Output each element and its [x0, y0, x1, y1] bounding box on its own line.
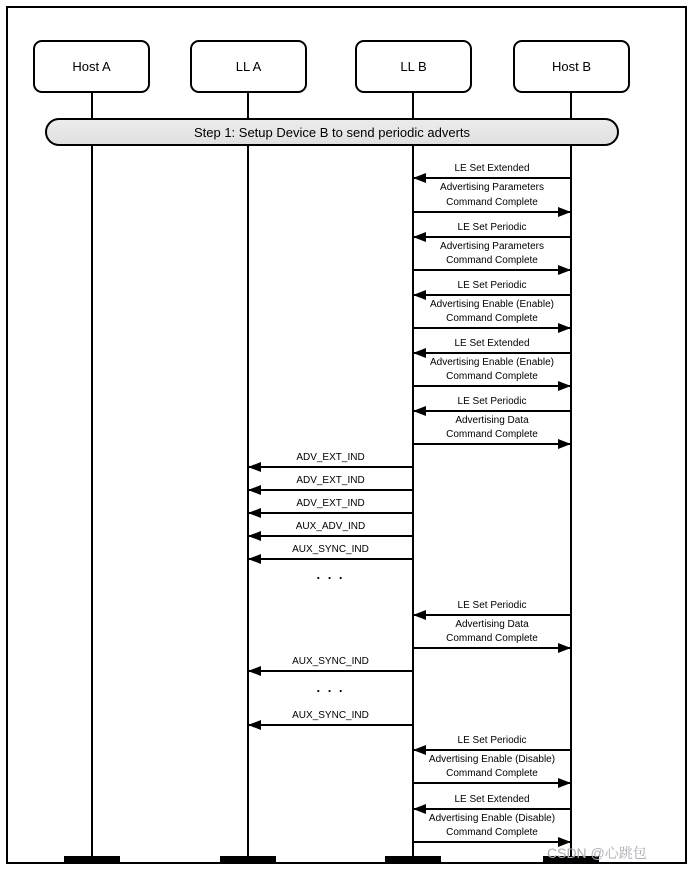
message-label: Command Complete [446, 768, 538, 779]
message-arrow-line [248, 670, 413, 672]
continuation-ellipsis: . . . [316, 680, 345, 695]
message-arrow-line [248, 512, 413, 514]
message-label: ADV_EXT_IND [296, 475, 365, 486]
actor-host-b [513, 40, 630, 93]
lifeline-end-bar-ll-a [220, 856, 276, 862]
message-label: Advertising Parameters [440, 241, 544, 252]
message-label: Advertising Enable (Enable) [430, 357, 554, 368]
lifeline-end-bar-host-a [64, 856, 120, 862]
message-arrow-line [413, 352, 571, 354]
message-arrow-line [248, 558, 413, 560]
message-label: Command Complete [446, 429, 538, 440]
message-label: ADV_EXT_IND [296, 452, 365, 463]
message-arrow-line [248, 724, 413, 726]
message-label: Advertising Enable (Disable) [428, 813, 556, 824]
watermark: CSDN @心跳包 [547, 845, 647, 861]
message-label: Command Complete [446, 633, 538, 644]
message-label: AUX_ADV_IND [295, 521, 366, 532]
message-label: Command Complete [446, 313, 538, 324]
message-arrow-line [413, 749, 571, 751]
step-banner [45, 118, 619, 146]
message-label: LE Set Periodic [457, 735, 527, 746]
message-label: LE Set Extended [454, 794, 530, 805]
message-arrow-line [413, 327, 571, 329]
actor-label-ll-b: LL B [400, 59, 427, 74]
message-label: Advertising Enable (Enable) [430, 299, 554, 310]
message-arrow-line [248, 535, 413, 537]
message-label: LE Set Periodic [457, 396, 527, 407]
message-label: LE Set Periodic [457, 222, 527, 233]
actor-label-host-a: Host A [72, 59, 111, 74]
actor-ll-a [190, 40, 307, 93]
actor-label-host-b: Host B [551, 59, 591, 74]
message-arrow-line [413, 385, 571, 387]
lifeline-end-bar-ll-b [385, 856, 441, 862]
message-label: LE Set Extended [454, 163, 530, 174]
message-label: LE Set Periodic [457, 280, 527, 291]
step-banner-label: Step 1: Setup Device B to send periodic adverts [193, 124, 471, 140]
message-arrow-line [248, 466, 413, 468]
message-arrow-line [413, 443, 571, 445]
message-label: LE Set Periodic [457, 600, 527, 611]
message-label: ADV_EXT_IND [296, 498, 365, 509]
actor-ll-b [355, 40, 472, 93]
message-label: Advertising Parameters [440, 182, 544, 193]
message-arrow-line [413, 782, 571, 784]
message-arrow-line [413, 410, 571, 412]
message-arrow-line [413, 211, 571, 213]
continuation-ellipsis: . . . [316, 567, 345, 582]
message-arrow-line [413, 647, 571, 649]
message-arrow-line [248, 489, 413, 491]
message-arrow-line [413, 269, 571, 271]
actor-label-ll-a: LL A [235, 59, 262, 74]
actor-host-a [33, 40, 150, 93]
message-label: Advertising Enable (Disable) [428, 754, 556, 765]
message-label: Command Complete [446, 197, 538, 208]
message-label: Advertising Data [455, 415, 529, 426]
message-label: LE Set Extended [454, 338, 530, 349]
message-label: AUX_SYNC_IND [292, 656, 369, 667]
message-label: Advertising Data [455, 619, 529, 630]
message-label: AUX_SYNC_IND [292, 710, 369, 721]
message-arrow-line [413, 236, 571, 238]
message-label: Command Complete [446, 255, 538, 266]
message-arrow-line [413, 294, 571, 296]
message-arrow-line [413, 177, 571, 179]
message-label: AUX_SYNC_IND [292, 544, 369, 555]
lifeline-host-a [91, 92, 93, 860]
message-arrow-line [413, 808, 571, 810]
message-arrow-line [413, 614, 571, 616]
message-label: Command Complete [446, 371, 538, 382]
message-label: Command Complete [446, 827, 538, 838]
